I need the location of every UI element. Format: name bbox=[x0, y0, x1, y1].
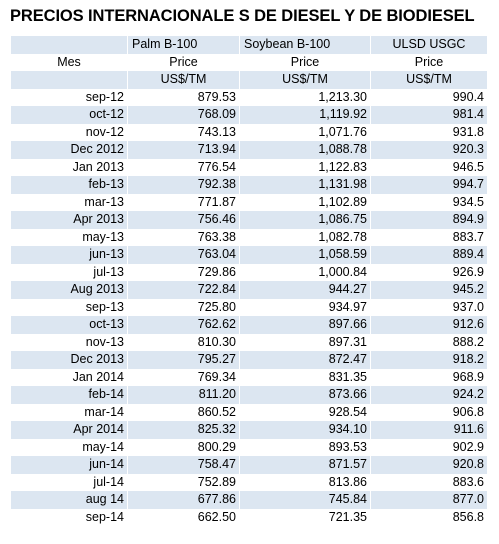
month-cell: oct-13 bbox=[11, 316, 128, 334]
price-cell: 810.30 bbox=[128, 334, 240, 352]
price-cell: 743.13 bbox=[128, 124, 240, 142]
price-cell: 928.54 bbox=[240, 404, 371, 422]
month-cell: mar-13 bbox=[11, 194, 128, 212]
month-cell: feb-13 bbox=[11, 176, 128, 194]
header-cell: Palm B-100 bbox=[128, 36, 240, 54]
price-cell: 677.86 bbox=[128, 491, 240, 509]
table-row bbox=[11, 316, 487, 334]
month-cell: jul-13 bbox=[11, 264, 128, 282]
month-cell: nov-13 bbox=[11, 334, 128, 352]
table-row bbox=[11, 421, 487, 439]
price-cell: 968.9 bbox=[371, 369, 488, 387]
month-cell: jun-13 bbox=[11, 246, 128, 264]
table-row bbox=[11, 176, 487, 194]
price-cell: 758.47 bbox=[128, 456, 240, 474]
month-cell: may-13 bbox=[11, 229, 128, 247]
price-cell: 860.52 bbox=[128, 404, 240, 422]
table-row bbox=[11, 141, 487, 159]
month-cell: Dec 2012 bbox=[11, 141, 128, 159]
price-cell: 771.87 bbox=[128, 194, 240, 212]
price-cell: 713.94 bbox=[128, 141, 240, 159]
month-cell: Aug 2013 bbox=[11, 281, 128, 299]
month-cell: Apr 2014 bbox=[11, 421, 128, 439]
price-cell: 897.31 bbox=[240, 334, 371, 352]
table-row bbox=[11, 439, 487, 457]
header-cell: ULSD USGC bbox=[371, 36, 488, 54]
price-cell: 768.09 bbox=[128, 106, 240, 124]
table-row bbox=[11, 386, 487, 404]
price-cell: 769.34 bbox=[128, 369, 240, 387]
price-cell: 920.3 bbox=[371, 141, 488, 159]
month-cell: sep-12 bbox=[11, 89, 128, 107]
price-cell: 800.29 bbox=[128, 439, 240, 457]
price-cell: 1,086.75 bbox=[240, 211, 371, 229]
price-cell: 721.35 bbox=[240, 509, 371, 527]
table-row bbox=[11, 194, 487, 212]
price-cell: 763.04 bbox=[128, 246, 240, 264]
price-cell: 1,102.89 bbox=[240, 194, 371, 212]
price-cell: 872.47 bbox=[240, 351, 371, 369]
header-row bbox=[11, 71, 487, 89]
table-row bbox=[11, 369, 487, 387]
price-cell: 945.2 bbox=[371, 281, 488, 299]
price-cell: 944.27 bbox=[240, 281, 371, 299]
month-cell: Dec 2013 bbox=[11, 351, 128, 369]
price-cell: 722.84 bbox=[128, 281, 240, 299]
price-cell: 906.8 bbox=[371, 404, 488, 422]
month-cell: Apr 2013 bbox=[11, 211, 128, 229]
table-row bbox=[11, 159, 487, 177]
price-cell: 756.46 bbox=[128, 211, 240, 229]
price-cell: 911.6 bbox=[371, 421, 488, 439]
price-table bbox=[11, 36, 487, 526]
price-cell: 811.20 bbox=[128, 386, 240, 404]
price-cell: 745.84 bbox=[240, 491, 371, 509]
table-row bbox=[11, 246, 487, 264]
month-cell: jun-14 bbox=[11, 456, 128, 474]
price-cell: 792.38 bbox=[128, 176, 240, 194]
price-cell: 912.6 bbox=[371, 316, 488, 334]
table-row bbox=[11, 491, 487, 509]
price-cell: 934.10 bbox=[240, 421, 371, 439]
table-row bbox=[11, 299, 487, 317]
price-cell: 856.8 bbox=[371, 509, 488, 527]
price-cell: 894.9 bbox=[371, 211, 488, 229]
price-table-body bbox=[11, 36, 487, 526]
price-cell: 1,088.78 bbox=[240, 141, 371, 159]
table-row bbox=[11, 264, 487, 282]
header-cell: US$/TM bbox=[240, 71, 371, 89]
price-cell: 897.66 bbox=[240, 316, 371, 334]
price-cell: 813.86 bbox=[240, 474, 371, 492]
price-cell: 879.53 bbox=[128, 89, 240, 107]
month-cell: Jan 2013 bbox=[11, 159, 128, 177]
price-cell: 931.8 bbox=[371, 124, 488, 142]
header-row bbox=[11, 36, 487, 54]
price-cell: 662.50 bbox=[128, 509, 240, 527]
table-row bbox=[11, 89, 487, 107]
header-cell: US$/TM bbox=[128, 71, 240, 89]
month-cell: sep-13 bbox=[11, 299, 128, 317]
price-cell: 871.57 bbox=[240, 456, 371, 474]
header-cell: US$/TM bbox=[371, 71, 488, 89]
price-cell: 981.4 bbox=[371, 106, 488, 124]
table-row bbox=[11, 509, 487, 527]
price-cell: 825.32 bbox=[128, 421, 240, 439]
table-row bbox=[11, 334, 487, 352]
page-title: PRECIOS INTERNACIONALE S DE DIESEL Y DE BIODIESEL bbox=[10, 7, 475, 25]
price-cell: 883.7 bbox=[371, 229, 488, 247]
header-cell: Price bbox=[128, 54, 240, 72]
price-cell: 873.66 bbox=[240, 386, 371, 404]
table-row bbox=[11, 106, 487, 124]
price-cell: 889.4 bbox=[371, 246, 488, 264]
price-cell: 1,082.78 bbox=[240, 229, 371, 247]
price-cell: 893.53 bbox=[240, 439, 371, 457]
price-cell: 1,131.98 bbox=[240, 176, 371, 194]
header-cell-mes: Mes bbox=[11, 54, 128, 72]
month-cell: oct-12 bbox=[11, 106, 128, 124]
table-row bbox=[11, 474, 487, 492]
price-cell: 902.9 bbox=[371, 439, 488, 457]
month-cell: jul-14 bbox=[11, 474, 128, 492]
price-cell: 1,122.83 bbox=[240, 159, 371, 177]
price-cell: 937.0 bbox=[371, 299, 488, 317]
table-row bbox=[11, 351, 487, 369]
price-cell: 763.38 bbox=[128, 229, 240, 247]
table-row bbox=[11, 124, 487, 142]
price-cell: 752.89 bbox=[128, 474, 240, 492]
month-cell: mar-14 bbox=[11, 404, 128, 422]
price-cell: 990.4 bbox=[371, 89, 488, 107]
price-cell: 934.5 bbox=[371, 194, 488, 212]
price-cell: 831.35 bbox=[240, 369, 371, 387]
price-cell: 1,071.76 bbox=[240, 124, 371, 142]
price-cell: 729.86 bbox=[128, 264, 240, 282]
header-cell-mes bbox=[11, 71, 128, 89]
header-row bbox=[11, 54, 487, 72]
price-cell: 1,000.84 bbox=[240, 264, 371, 282]
table-row bbox=[11, 456, 487, 474]
price-cell: 1,213.30 bbox=[240, 89, 371, 107]
price-cell: 776.54 bbox=[128, 159, 240, 177]
price-cell: 924.2 bbox=[371, 386, 488, 404]
month-cell: may-14 bbox=[11, 439, 128, 457]
month-cell: nov-12 bbox=[11, 124, 128, 142]
month-cell: sep-14 bbox=[11, 509, 128, 527]
table-row bbox=[11, 229, 487, 247]
price-cell: 946.5 bbox=[371, 159, 488, 177]
price-cell: 994.7 bbox=[371, 176, 488, 194]
month-cell: feb-14 bbox=[11, 386, 128, 404]
header-cell: Price bbox=[240, 54, 371, 72]
price-cell: 1,058.59 bbox=[240, 246, 371, 264]
table-row bbox=[11, 211, 487, 229]
price-cell: 762.62 bbox=[128, 316, 240, 334]
table-row bbox=[11, 404, 487, 422]
price-cell: 888.2 bbox=[371, 334, 488, 352]
price-cell: 918.2 bbox=[371, 351, 488, 369]
month-cell: aug 14 bbox=[11, 491, 128, 509]
price-cell: 725.80 bbox=[128, 299, 240, 317]
price-cell: 795.27 bbox=[128, 351, 240, 369]
table-row bbox=[11, 281, 487, 299]
header-cell: Soybean B-100 bbox=[240, 36, 371, 54]
price-cell: 1,119.92 bbox=[240, 106, 371, 124]
price-cell: 877.0 bbox=[371, 491, 488, 509]
month-cell: Jan 2014 bbox=[11, 369, 128, 387]
price-cell: 926.9 bbox=[371, 264, 488, 282]
header-cell: Price bbox=[371, 54, 488, 72]
price-cell: 934.97 bbox=[240, 299, 371, 317]
header-cell-mes bbox=[11, 36, 128, 54]
price-cell: 920.8 bbox=[371, 456, 488, 474]
price-cell: 883.6 bbox=[371, 474, 488, 492]
